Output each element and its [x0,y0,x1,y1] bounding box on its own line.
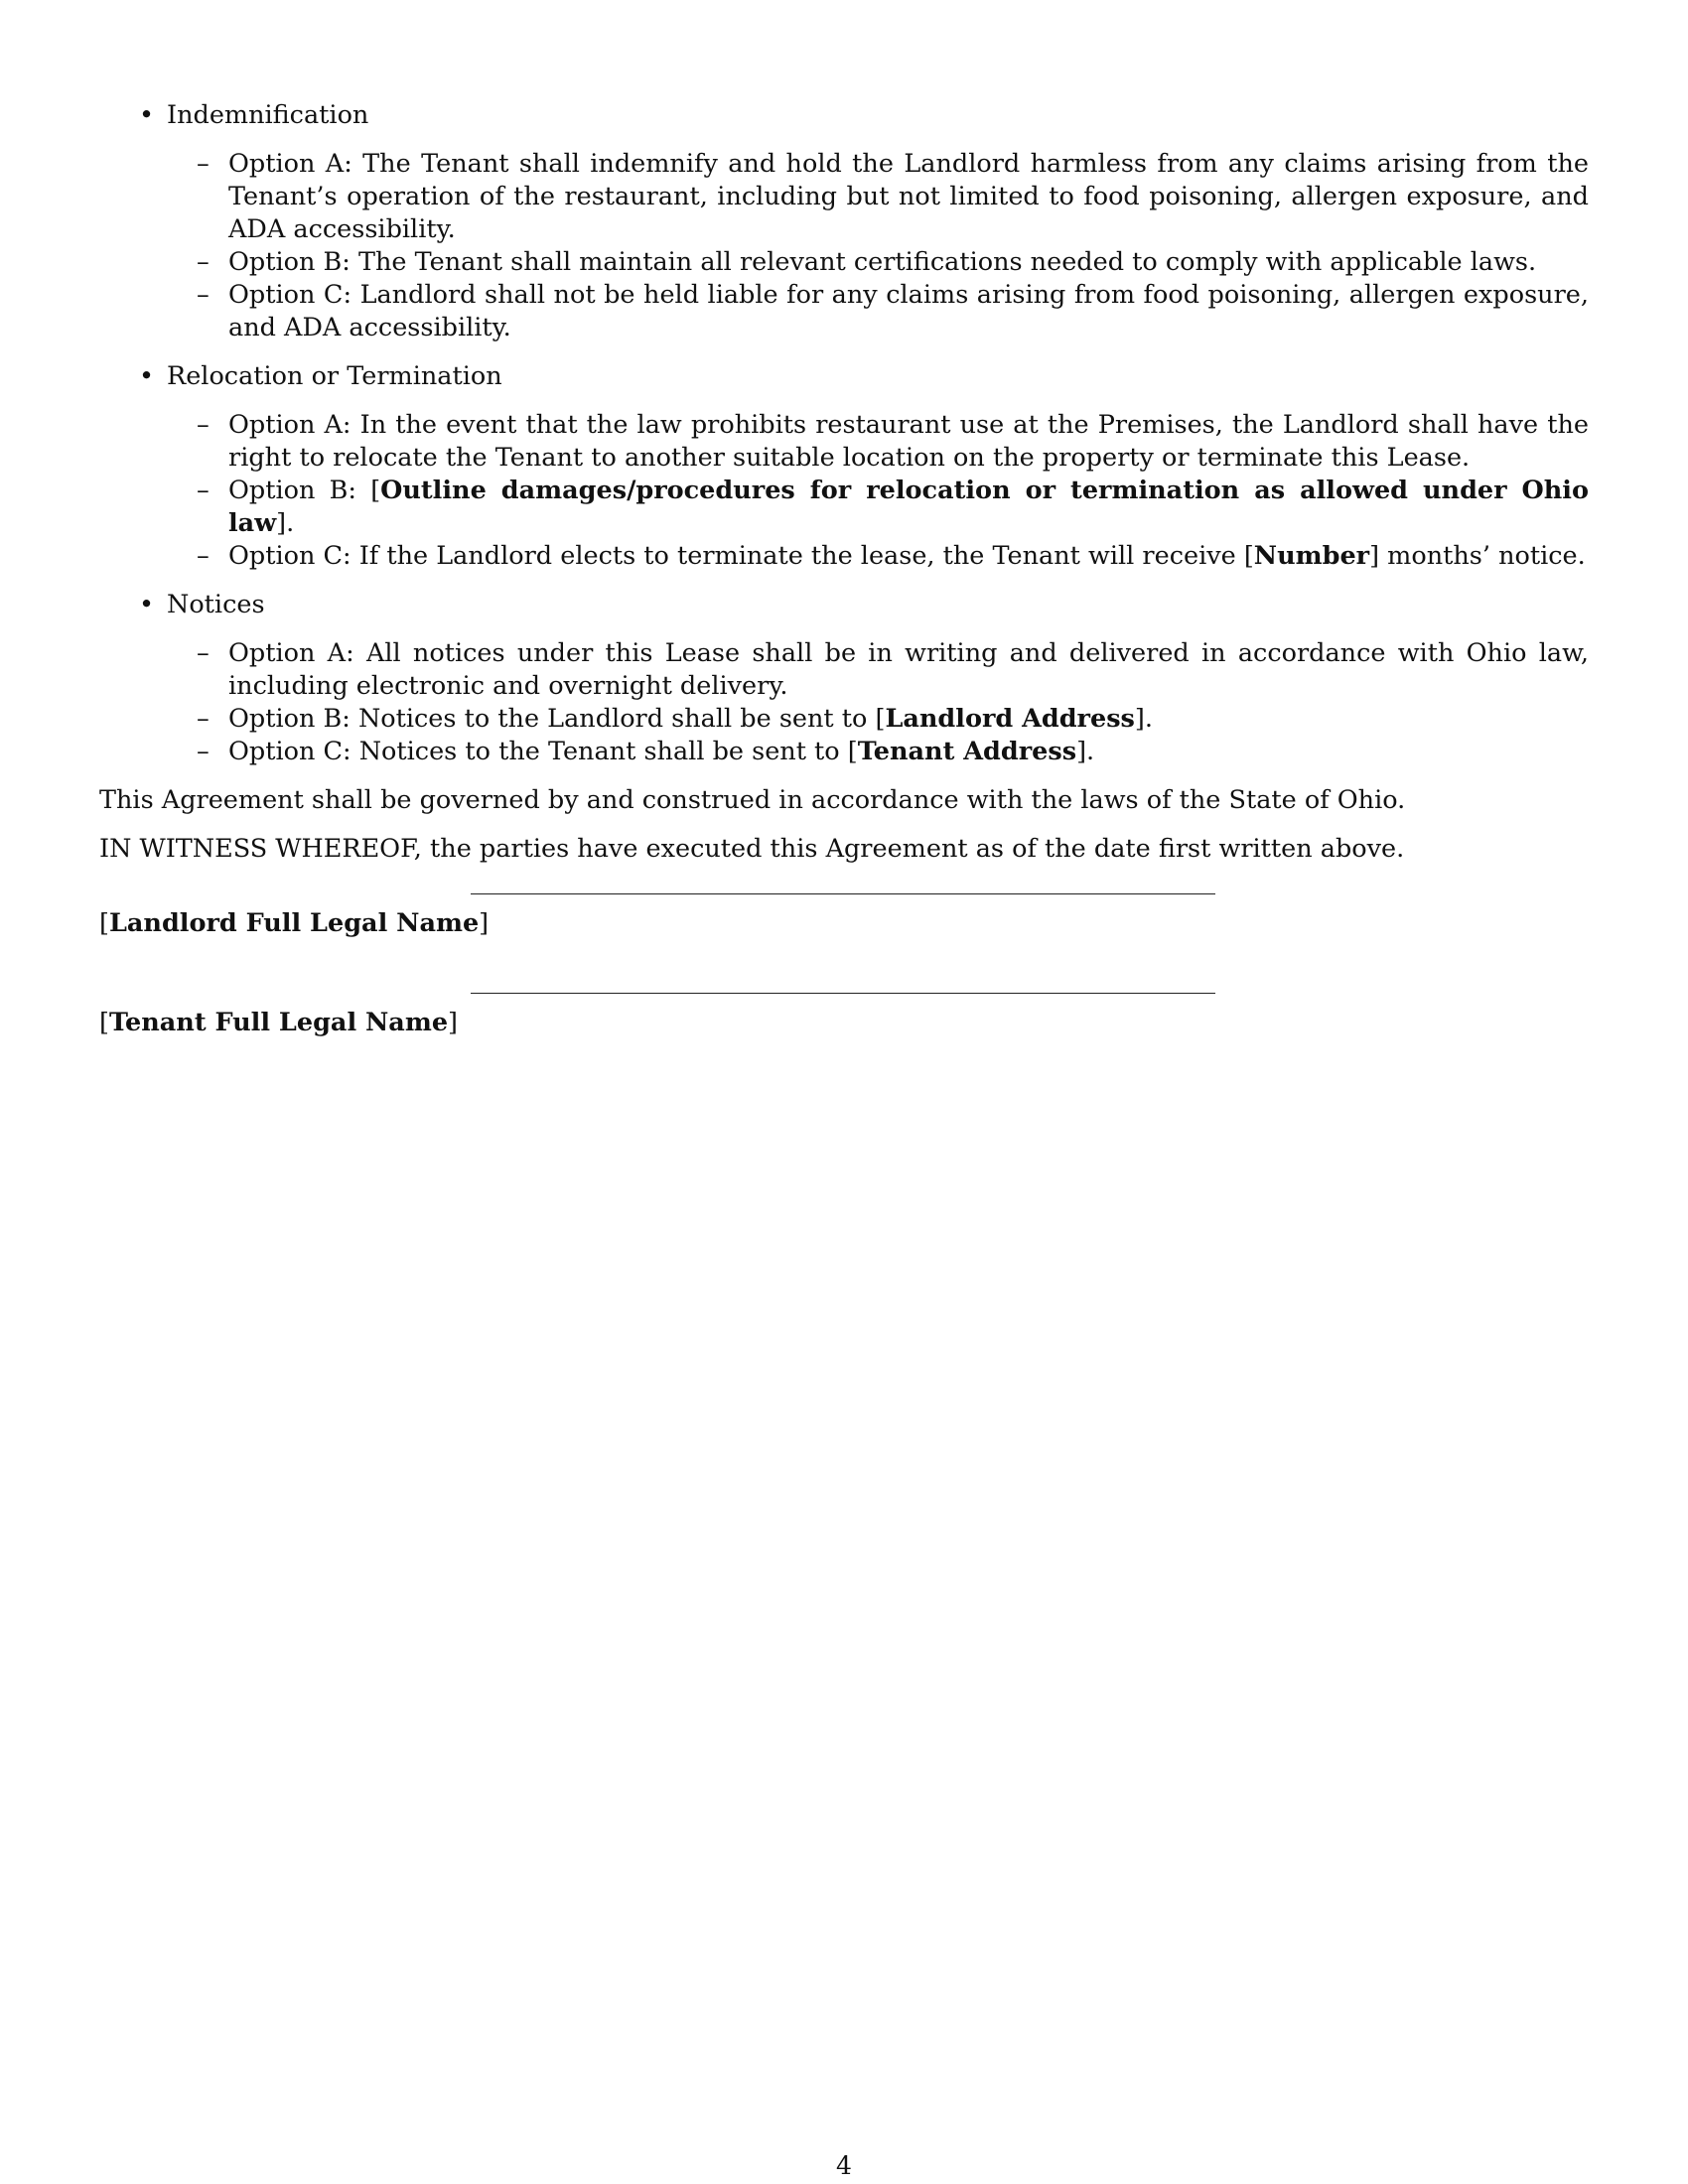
bullet-icon: • [139,100,155,130]
option-prefix: Option B: [228,476,371,505]
option-list [167,148,1589,344]
placeholder-field: Landlord Address [885,704,1135,734]
dash-icon: – [197,280,210,310]
section-notices [99,589,1589,768]
option-text-before: Notices to the Landlord shall be sent to [ [357,704,886,734]
option-text: The Tenant shall indemnify and hold the Landlord harmless from any claims arising from the Tenant’s operation of the restaurant, including but not limited to food poisoning, allergen exposure, and ADA accessibility. [228,149,1589,244]
option-text: The Tenant shall maintain all relevant certifications needed to comply with applicable laws. [357,247,1537,277]
dash-icon: – [197,476,210,505]
tenant-signature-block [99,965,1589,1064]
option-item [167,279,1589,344]
option-text-after: ]. [1134,704,1153,734]
section-relocation-termination [99,360,1589,573]
section-title: Indemnification [167,100,369,130]
tenant-signature-line [471,993,1215,994]
landlord-name [99,907,489,940]
option-prefix: Option A: [228,410,360,440]
option-item [167,736,1589,768]
option-item [167,540,1589,573]
section-title: Notices [167,590,265,619]
option-text-after: ]. [276,508,295,538]
bracket-open: [ [99,1008,109,1037]
option-text: All notices under this Lease shall be in writing and delivered in accordance with Ohio law, including electronic and overnight delivery. [228,638,1589,701]
placeholder-field: Tenant Address [857,737,1077,766]
dash-icon: – [197,149,210,179]
option-item [167,409,1589,475]
tenant-name-text: Tenant Full Legal Name [108,1008,449,1037]
section-title: Relocation or Termination [167,361,502,391]
option-text-after: ]. [1076,737,1095,766]
option-item [167,246,1589,279]
governing-law-paragraph: This Agreement shall be governed by and construed in accordance with the laws of the State of Ohio. [99,785,1406,815]
option-text-before: If the Landlord elects to terminate the lease, the Tenant will receive [ [358,541,1254,571]
option-prefix: Option B: [228,247,358,277]
option-text: Landlord shall not be held liable for any claims arising from food poisoning, allergen exposure, and ADA accessibility. [228,280,1589,342]
witness-paragraph: IN WITNESS WHEREOF, the parties have executed this Agreement as of the date first written above. [99,834,1405,864]
option-prefix: Option A: [228,149,363,179]
option-prefix: Option C: [228,737,359,766]
dash-icon: – [197,410,210,440]
option-text-before: [ [370,476,381,505]
option-prefix: Option B: [228,704,358,734]
option-prefix: Option A: [228,638,366,668]
option-list [167,409,1589,573]
bullet-icon: • [139,590,155,619]
option-item [167,148,1589,246]
placeholder-field: Number [1253,541,1370,571]
option-text: In the event that the law prohibits restaurant use at the Premises, the Landlord shall have the right to relocate the Tenant to another suitable location on the property or terminate this Lease. [228,410,1589,473]
option-text-before: Notices to the Tenant shall be sent to [ [358,737,858,766]
dash-icon: – [197,704,210,734]
dash-icon: – [197,247,210,277]
section-indemnification [99,99,1589,344]
bracket-close: ] [448,1008,458,1037]
option-prefix: Option C: [228,280,360,310]
clause-list [99,99,1589,768]
option-list [167,637,1589,768]
option-prefix: Option C: [228,541,359,571]
tenant-name [99,1007,458,1039]
option-item [167,637,1589,703]
document-page [99,99,1589,1064]
option-text-after: ] months’ notice. [1369,541,1586,571]
bracket-close: ] [479,908,490,938]
bracket-open: [ [99,908,109,938]
bullet-icon: • [139,361,155,391]
dash-icon: – [197,737,210,766]
landlord-signature-line [471,893,1215,894]
dash-icon: – [197,638,210,668]
placeholder-field: Outline damages/procedures for relocation or termination as allowed under Ohio law [228,476,1589,538]
option-item [167,703,1589,736]
page-number: 4 [836,2151,852,2180]
dash-icon: – [197,541,210,571]
landlord-signature-block [99,866,1589,965]
option-item [167,475,1589,540]
landlord-name-text: Landlord Full Legal Name [108,908,480,938]
